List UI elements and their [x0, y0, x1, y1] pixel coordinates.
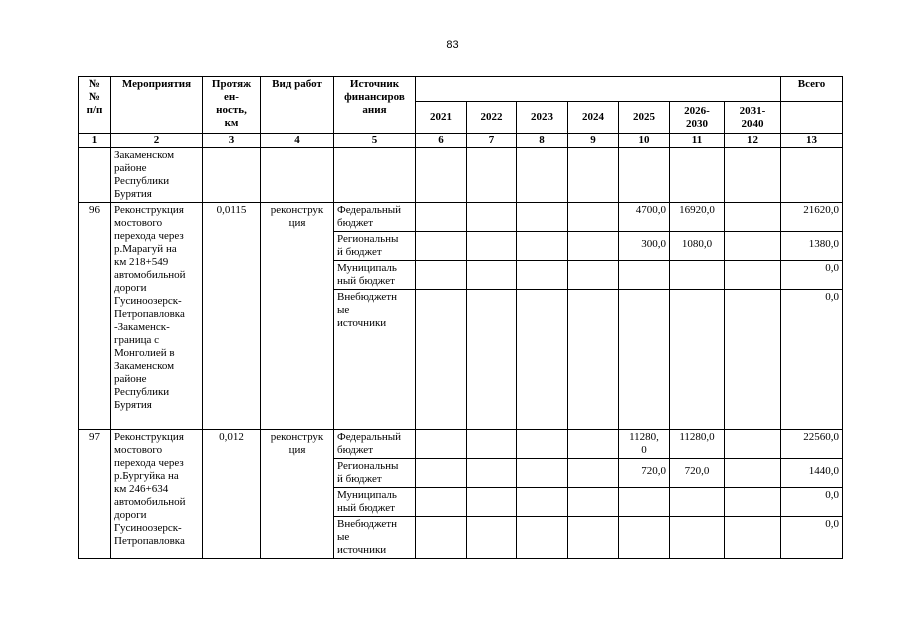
empty-cell: [517, 488, 568, 517]
empty-cell: [725, 430, 781, 459]
value-2025: 4700,0: [619, 203, 670, 232]
empty-cell: [568, 517, 619, 559]
value-2025: 11280, 0: [619, 430, 670, 459]
year-header: 2024: [568, 102, 619, 134]
col-length-header: Протяж ен- ность, км: [203, 77, 261, 134]
empty-cell: [568, 430, 619, 459]
value-2025: 720,0: [619, 459, 670, 488]
index-cell: 9: [568, 134, 619, 148]
value-2026-2030: 720,0: [670, 459, 725, 488]
empty-cell: [203, 148, 261, 203]
empty-cell: [725, 459, 781, 488]
empty-cell: [416, 261, 467, 290]
year-header: 2023: [517, 102, 568, 134]
empty-cell: [467, 290, 517, 430]
value-total: 1380,0: [781, 232, 843, 261]
empty-cell: [467, 459, 517, 488]
empty-cell: [568, 290, 619, 430]
empty-cell: [670, 290, 725, 430]
index-cell: 12: [725, 134, 781, 148]
length-cell: 0,012: [203, 430, 261, 559]
empty-cell: [416, 459, 467, 488]
empty-cell: [670, 488, 725, 517]
index-cell: 11: [670, 134, 725, 148]
empty-cell: [517, 290, 568, 430]
empty-cell: [619, 148, 670, 203]
value-2026-2030: 1080,0: [670, 232, 725, 261]
empty-cell: [467, 203, 517, 232]
col-num-header: № № п/п: [79, 77, 111, 134]
year-header: 2025: [619, 102, 670, 134]
empty-cell: [517, 430, 568, 459]
table-row: [79, 430, 843, 459]
length-cell: 0,0115: [203, 203, 261, 430]
empty-cell: [416, 148, 467, 203]
empty-cell: [467, 261, 517, 290]
empty-cell: [725, 203, 781, 232]
page-number: 83: [446, 39, 459, 51]
source-cell: Региональны й бюджет: [334, 459, 416, 488]
row-number: 97: [79, 430, 111, 559]
empty-cell: [619, 290, 670, 430]
col-source-header: Источник финансиров ания: [334, 77, 416, 134]
empty-cell: [416, 290, 467, 430]
continuation-row: [79, 148, 843, 203]
col-total-header: Всего: [781, 77, 843, 102]
year-header: 2031- 2040: [725, 102, 781, 134]
year-header: 2021: [416, 102, 467, 134]
value-total: 0,0: [781, 290, 843, 430]
empty-cell: [261, 148, 334, 203]
empty-cell: [670, 517, 725, 559]
index-cell: 8: [517, 134, 568, 148]
empty-cell: [416, 203, 467, 232]
empty-cell: [568, 203, 619, 232]
year-header: 2026- 2030: [670, 102, 725, 134]
empty-cell: [781, 148, 843, 203]
source-cell: Федеральный бюджет: [334, 203, 416, 232]
empty-cell: [416, 430, 467, 459]
value-2025: 300,0: [619, 232, 670, 261]
table-row: [79, 203, 843, 232]
source-cell: Внебюджетн ые источники: [334, 517, 416, 559]
event-cell: Реконструкция мостового перехода через р.Марагуй на км 218+549 автомобильной дороги Гусиноозерск- Петропавловка -Закаменск- граница с Монголией в Закаменском районе Республики Бурятия: [111, 203, 203, 430]
event-cell: Закаменском районе Республики Бурятия: [111, 148, 203, 203]
empty-cell: [467, 148, 517, 203]
empty-cell: [670, 261, 725, 290]
index-cell: 7: [467, 134, 517, 148]
event-cell: Реконструкция мостового перехода через р.Бургуйка на км 246+634 автомобильной дороги Гусиноозерск- Петропавловка: [111, 430, 203, 559]
empty-cell: [517, 261, 568, 290]
row-number: 96: [79, 203, 111, 430]
empty-cell: [416, 232, 467, 261]
source-cell: Внебюджетн ые источники: [334, 290, 416, 430]
empty-cell: [467, 517, 517, 559]
value-2026-2030: 16920,0: [670, 203, 725, 232]
source-cell: Муниципаль ный бюджет: [334, 261, 416, 290]
total-header-blank: [781, 102, 843, 134]
source-cell: Региональны й бюджет: [334, 232, 416, 261]
empty-cell: [568, 148, 619, 203]
empty-cell: [517, 203, 568, 232]
empty-cell: [568, 459, 619, 488]
index-cell: 4: [261, 134, 334, 148]
index-cell: 1: [79, 134, 111, 148]
empty-cell: [467, 488, 517, 517]
empty-cell: [725, 261, 781, 290]
empty-cell: [568, 488, 619, 517]
value-total: 1440,0: [781, 459, 843, 488]
index-cell: 10: [619, 134, 670, 148]
empty-cell: [619, 488, 670, 517]
value-total: 0,0: [781, 517, 843, 559]
index-cell: 13: [781, 134, 843, 148]
empty-cell: [416, 517, 467, 559]
col-event-header: Мероприятия: [111, 77, 203, 134]
value-2026-2030: 11280,0: [670, 430, 725, 459]
index-row: [79, 134, 843, 148]
empty-cell: [619, 517, 670, 559]
index-cell: 5: [334, 134, 416, 148]
empty-cell: [568, 232, 619, 261]
empty-cell: [517, 459, 568, 488]
value-total: 0,0: [781, 261, 843, 290]
empty-cell: [517, 232, 568, 261]
year-header: 2022: [467, 102, 517, 134]
empty-cell: [725, 517, 781, 559]
empty-cell: [725, 232, 781, 261]
empty-cell: [725, 290, 781, 430]
empty-cell: [416, 488, 467, 517]
financing-table: [78, 76, 843, 559]
empty-cell: [517, 517, 568, 559]
source-cell: Федеральный бюджет: [334, 430, 416, 459]
source-cell: Муниципаль ный бюджет: [334, 488, 416, 517]
empty-cell: [517, 148, 568, 203]
empty-cell: [619, 261, 670, 290]
index-cell: 6: [416, 134, 467, 148]
index-cell: 2: [111, 134, 203, 148]
empty-cell: [670, 148, 725, 203]
empty-cell: [725, 488, 781, 517]
kind-cell: реконструк ция: [261, 203, 334, 430]
value-total: 0,0: [781, 488, 843, 517]
col-kind-header: Вид работ: [261, 77, 334, 134]
header-row: [79, 77, 843, 102]
empty-cell: [334, 148, 416, 203]
num-cell: [79, 148, 111, 203]
empty-cell: [467, 430, 517, 459]
value-total: 21620,0: [781, 203, 843, 232]
value-total: 22560,0: [781, 430, 843, 459]
index-cell: 3: [203, 134, 261, 148]
empty-cell: [725, 148, 781, 203]
years-header-group: [416, 77, 781, 102]
kind-cell: реконструк ция: [261, 430, 334, 559]
empty-cell: [467, 232, 517, 261]
empty-cell: [568, 261, 619, 290]
